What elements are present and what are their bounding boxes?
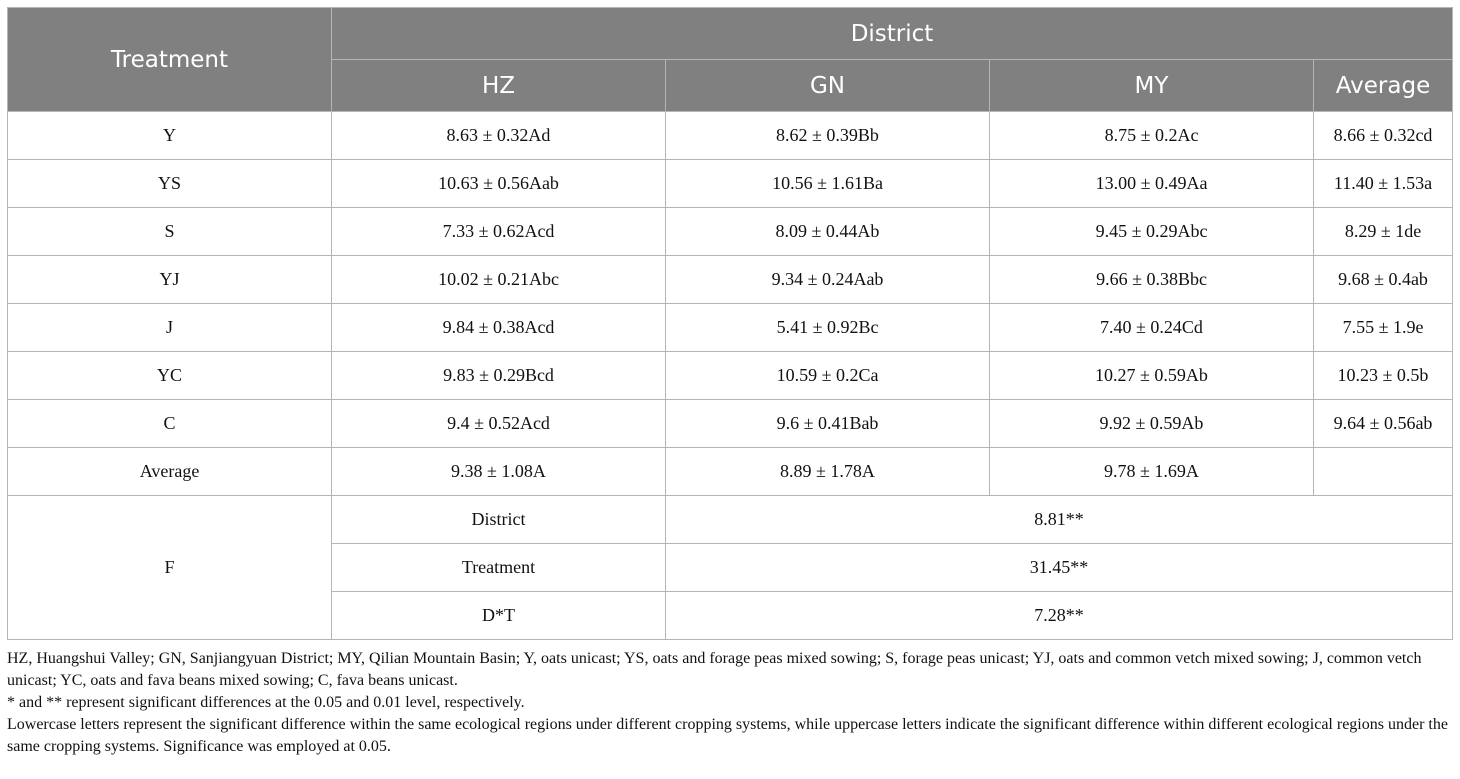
row-label: Average <box>8 448 332 496</box>
cell-average: 7.55 ± 1.9e <box>1314 304 1453 352</box>
cell-my: 13.00 ± 0.49Aa <box>990 160 1314 208</box>
row-label: J <box>8 304 332 352</box>
cell-hz: 9.83 ± 0.29Bcd <box>332 352 666 400</box>
cell-my: 7.40 ± 0.24Cd <box>990 304 1314 352</box>
f-factor-value: 8.81** <box>666 496 1453 544</box>
average-row <box>8 448 1453 496</box>
cell-hz: 9.84 ± 0.38Acd <box>332 304 666 352</box>
f-factor-name: District <box>332 496 666 544</box>
table-row <box>8 304 1453 352</box>
cell-my: 9.92 ± 0.59Ab <box>990 400 1314 448</box>
footnote-abbreviations: HZ, Huangshui Valley; GN, Sanjiangyuan District; MY, Qilian Mountain Basin; Y, oats unicast; YS, oats and forage peas mixed sowing; S, forage peas unicast; YJ, oats and common vetch mixed sowing; J, common vetch unicast; YC, oats and fava beans mixed sowing; C, fava beans unicast. <box>7 650 1422 689</box>
cell-gn: 10.56 ± 1.61Ba <box>666 160 990 208</box>
cell-average: 11.40 ± 1.53a <box>1314 160 1453 208</box>
table-header <box>8 8 1453 112</box>
row-label: S <box>8 208 332 256</box>
cell-gn: 8.89 ± 1.78A <box>666 448 990 496</box>
row-label: C <box>8 400 332 448</box>
header-treatment: Treatment <box>8 8 332 112</box>
table-row <box>8 352 1453 400</box>
cell-average: 9.68 ± 0.4ab <box>1314 256 1453 304</box>
cell-gn: 8.09 ± 0.44Ab <box>666 208 990 256</box>
cell-gn: 9.6 ± 0.41Bab <box>666 400 990 448</box>
f-factor-name: D*T <box>332 592 666 640</box>
cell-my: 9.66 ± 0.38Bbc <box>990 256 1314 304</box>
table-row <box>8 160 1453 208</box>
cell-my: 10.27 ± 0.59Ab <box>990 352 1314 400</box>
row-label: Y <box>8 112 332 160</box>
table-row <box>8 208 1453 256</box>
cell-my: 9.78 ± 1.69A <box>990 448 1314 496</box>
f-label: F <box>8 496 332 640</box>
cell-average-empty <box>1314 448 1453 496</box>
cell-hz: 8.63 ± 0.32Ad <box>332 112 666 160</box>
cell-gn: 9.34 ± 0.24Aab <box>666 256 990 304</box>
cell-hz: 9.38 ± 1.08A <box>332 448 666 496</box>
header-gn: GN <box>666 60 990 112</box>
cell-gn: 8.62 ± 0.39Bb <box>666 112 990 160</box>
cell-my: 8.75 ± 0.2Ac <box>990 112 1314 160</box>
cell-average: 10.23 ± 0.5b <box>1314 352 1453 400</box>
header-district: District <box>332 8 1453 60</box>
footnote-letters: Lowercase letters represent the significant difference within the same ecological regions under different cropping systems, while uppercase letters indicate the significant difference within different ecological regions under the same cropping systems. Significance was employed at 0.05. <box>7 716 1448 755</box>
cell-average: 8.29 ± 1de <box>1314 208 1453 256</box>
f-factor-value: 7.28** <box>666 592 1453 640</box>
table-row <box>8 112 1453 160</box>
header-my: MY <box>990 60 1314 112</box>
header-average: Average <box>1314 60 1453 112</box>
row-label: YS <box>8 160 332 208</box>
cell-hz: 10.63 ± 0.56Aab <box>332 160 666 208</box>
table-row <box>8 256 1453 304</box>
cell-hz: 7.33 ± 0.62Acd <box>332 208 666 256</box>
cell-average: 8.66 ± 0.32cd <box>1314 112 1453 160</box>
table-body <box>8 112 1453 640</box>
row-label: YC <box>8 352 332 400</box>
header-hz: HZ <box>332 60 666 112</box>
f-row <box>8 496 1453 544</box>
cell-hz: 9.4 ± 0.52Acd <box>332 400 666 448</box>
cell-average: 9.64 ± 0.56ab <box>1314 400 1453 448</box>
cell-hz: 10.02 ± 0.21Abc <box>332 256 666 304</box>
cell-my: 9.45 ± 0.29Abc <box>990 208 1314 256</box>
table-row <box>8 400 1453 448</box>
results-table <box>7 7 1453 640</box>
cell-gn: 5.41 ± 0.92Bc <box>666 304 990 352</box>
table-container <box>7 7 1452 758</box>
f-factor-name: Treatment <box>332 544 666 592</box>
footnote-significance: * and ** represent significant differences at the 0.05 and 0.01 level, respectively. <box>7 694 525 711</box>
f-factor-value: 31.45** <box>666 544 1453 592</box>
cell-gn: 10.59 ± 0.2Ca <box>666 352 990 400</box>
table-footnotes <box>7 648 1452 758</box>
row-label: YJ <box>8 256 332 304</box>
